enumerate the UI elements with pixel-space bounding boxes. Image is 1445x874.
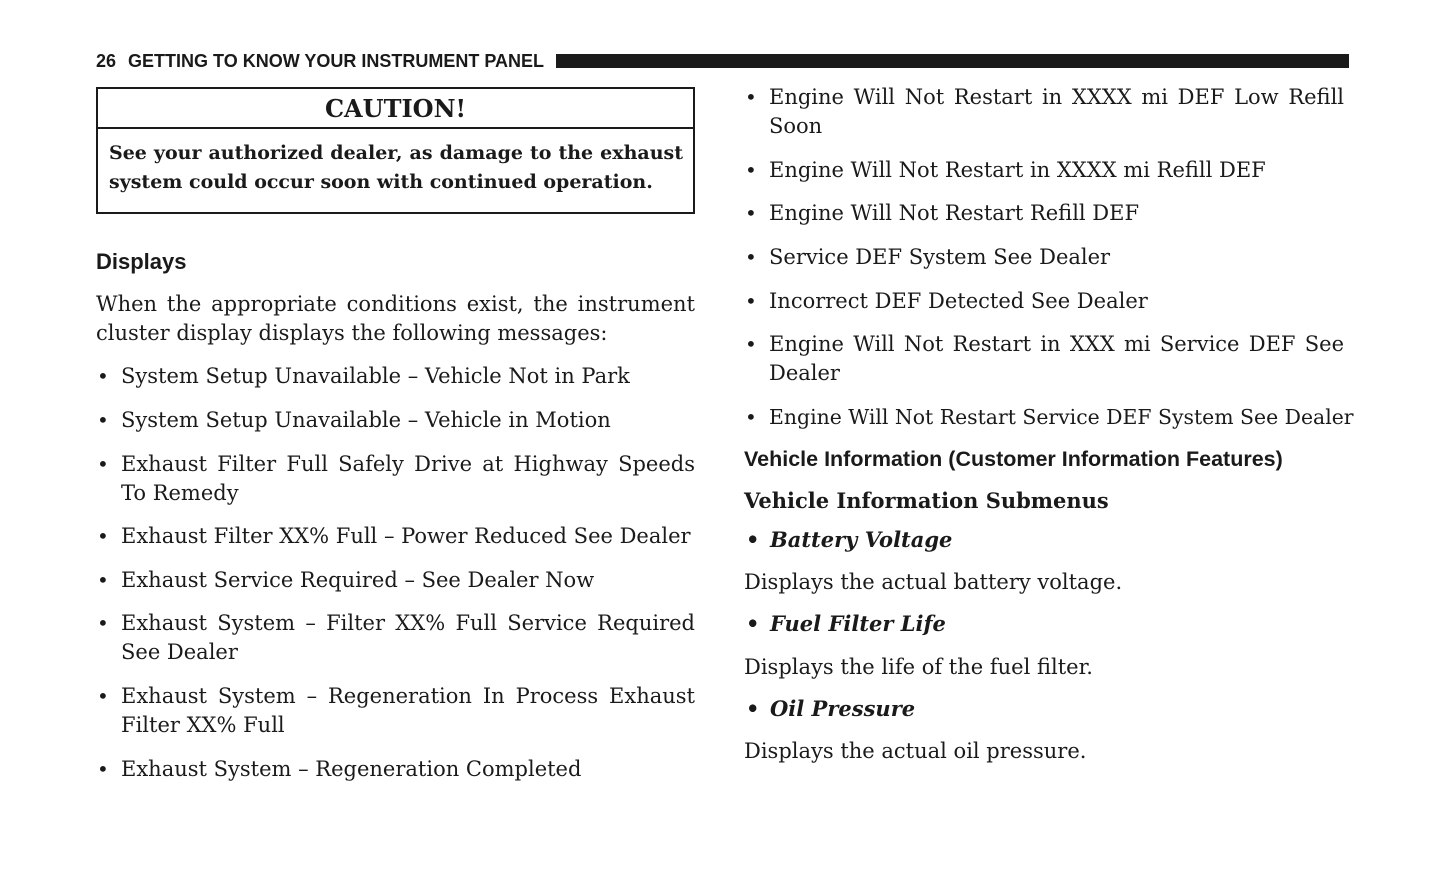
list-item: • Engine Will Not Restart in XXXX mi Refill DEF bbox=[744, 156, 1344, 185]
list-item: • Exhaust Filter Full Safely Drive at Highway Speeds To Remedy bbox=[96, 450, 695, 508]
feature-oil-pressure: • Oil Pressure bbox=[744, 696, 915, 721]
list-item: • Exhaust System – Regeneration In Process Exhaust Filter XX% Full bbox=[96, 682, 695, 740]
list-item: • System Setup Unavailable – Vehicle Not in Park bbox=[96, 362, 695, 391]
list-item: • Exhaust Filter XX% Full – Power Reduced See Dealer bbox=[96, 522, 695, 551]
vehicle-info-heading: Vehicle Information (Customer Information Features) bbox=[744, 447, 1283, 471]
list-item: • Exhaust System – Regeneration Completed bbox=[96, 755, 695, 784]
vehicle-info-subheading: Vehicle Information Submenus bbox=[744, 488, 1109, 513]
caution-body: See your authorized dealer, as damage to the exhaust system could occur soon with continued operation. bbox=[109, 142, 683, 193]
list-item: • Engine Will Not Restart Refill DEF bbox=[744, 199, 1344, 228]
list-item: • Engine Will Not Restart Service DEF System See Dealer bbox=[744, 403, 1344, 432]
feature-battery-voltage: • Battery Voltage bbox=[744, 527, 952, 552]
caution-title: CAUTION! bbox=[98, 89, 693, 129]
list-item: • Exhaust Service Required – See Dealer Now bbox=[96, 566, 695, 595]
header-rule bbox=[556, 54, 1349, 68]
displays-intro: When the appropriate conditions exist, the instrument cluster display displays the following messages: bbox=[96, 292, 695, 345]
feature-description: Displays the life of the fuel filter. bbox=[744, 655, 1093, 679]
section-title: GETTING TO KNOW YOUR INSTRUMENT PANEL bbox=[128, 50, 545, 71]
feature-description: Displays the actual battery voltage. bbox=[744, 570, 1123, 594]
page-number: 26 bbox=[96, 50, 117, 71]
list-item: • Engine Will Not Restart in XXXX mi DEF Low Refill Soon bbox=[744, 83, 1344, 141]
feature-fuel-filter-life: • Fuel Filter Life bbox=[744, 611, 946, 636]
list-item: • System Setup Unavailable – Vehicle in Motion bbox=[96, 406, 695, 435]
list-item: • Service DEF System See Dealer bbox=[744, 243, 1344, 272]
caution-box bbox=[96, 87, 695, 214]
list-item: • Exhaust System – Filter XX% Full Service Required See Dealer bbox=[96, 609, 695, 667]
list-item: • Engine Will Not Restart in XXX mi Service DEF See Dealer bbox=[744, 330, 1344, 388]
feature-description: Displays the actual oil pressure. bbox=[744, 739, 1087, 763]
list-item: • Incorrect DEF Detected See Dealer bbox=[744, 287, 1344, 316]
page-header bbox=[96, 50, 1349, 72]
displays-heading: Displays bbox=[96, 249, 187, 274]
